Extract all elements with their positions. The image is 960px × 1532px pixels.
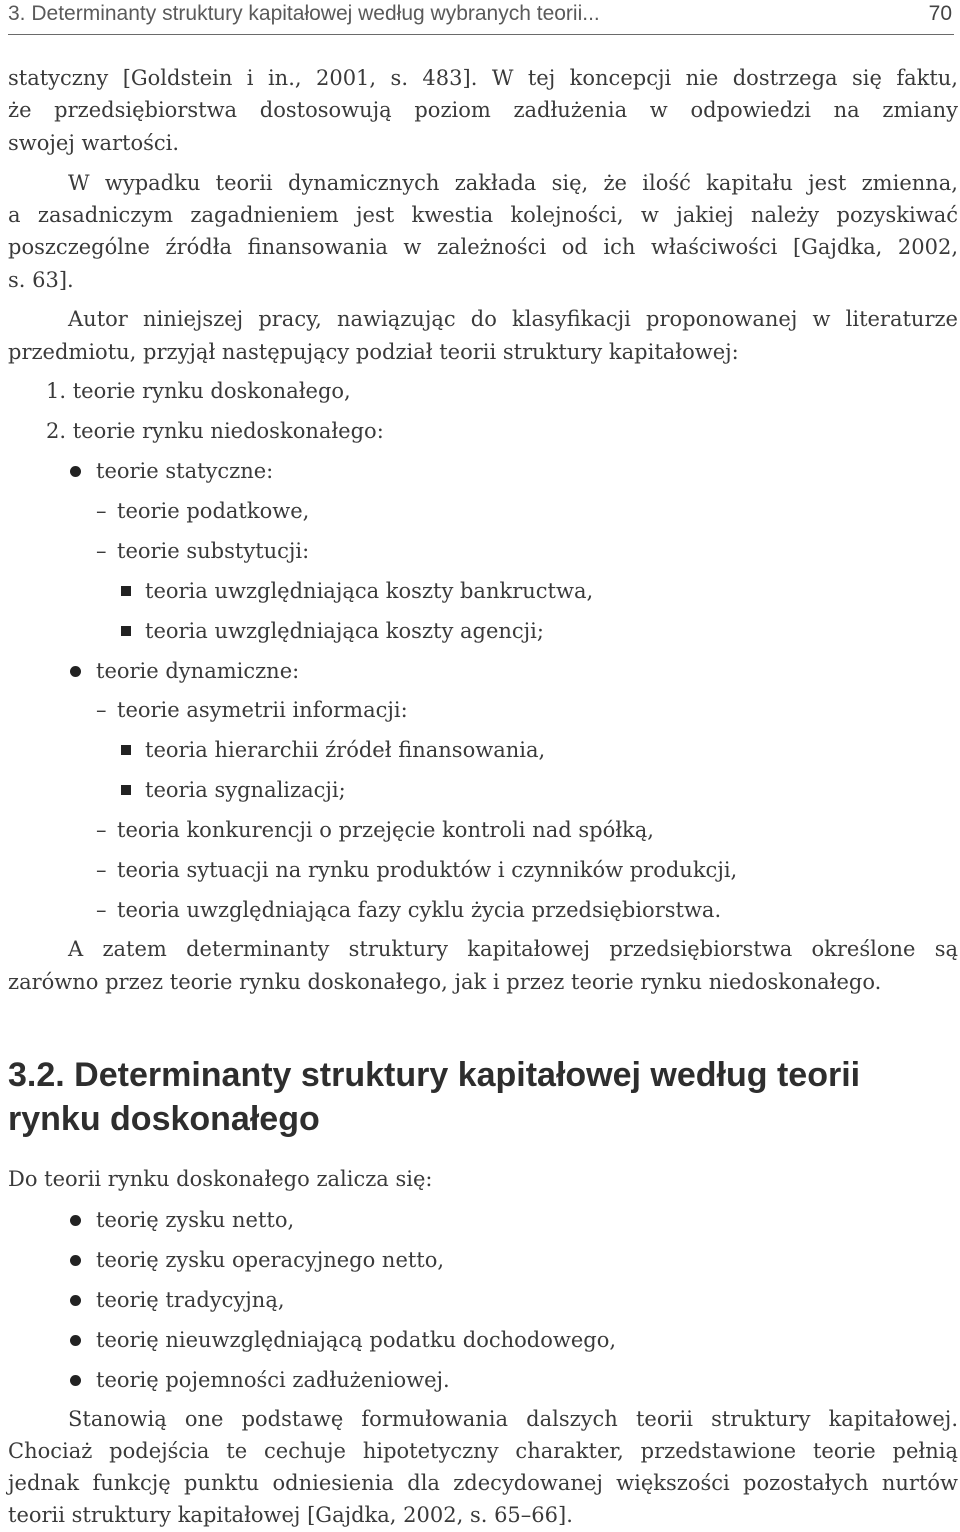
- paragraph-line: Autor niniejszej pracy, nawiązując do klasyfikacji proponowanej w literaturze: [68, 307, 958, 331]
- dash-marker: –: [96, 898, 107, 922]
- numbered-item: 2. teorie rynku niedoskonałego:: [46, 419, 384, 443]
- bullet-icon: [70, 466, 81, 477]
- list-item: teorię nieuwzględniającą podatku dochodowego,: [96, 1328, 617, 1352]
- list-item: teoria hierarchii źródeł finansowania,: [145, 738, 546, 762]
- page-number: 70: [928, 2, 952, 25]
- list-item: teorie podatkowe,: [117, 499, 310, 523]
- bullet-icon: [70, 666, 81, 677]
- dash-marker: –: [96, 499, 107, 523]
- list-item: teorie dynamiczne:: [96, 659, 300, 683]
- paragraph-line: statyczny [Goldstein i in., 2001, s. 483]. W tej koncepcji nie dostrzega się faktu,: [8, 66, 958, 90]
- dash-marker: –: [96, 858, 107, 882]
- bullet-icon: [70, 1335, 81, 1346]
- list-item: teorię tradycyjną,: [96, 1288, 285, 1312]
- dash-marker: –: [96, 539, 107, 563]
- paragraph-line: poszczególne źródła finansowania w zależności od ich właściwości [Gajdka, 2002,: [8, 235, 958, 259]
- square-bullet-icon: [121, 586, 131, 596]
- bullet-icon: [70, 1255, 81, 1266]
- bullet-icon: [70, 1215, 81, 1226]
- list-item: teoria uwzględniająca fazy cyklu życia przedsiębiorstwa.: [117, 898, 722, 922]
- dash-marker: –: [96, 818, 107, 842]
- section-heading: 3.2. Determinanty struktury kapitałowej według teorii: [8, 1056, 861, 1094]
- paragraph-line: Do teorii rynku doskonałego zalicza się:: [8, 1167, 433, 1191]
- list-item: teoria uwzględniająca koszty bankructwa,: [145, 579, 594, 603]
- list-item: teorie statyczne:: [96, 459, 274, 483]
- list-item: teoria sytuacji na rynku produktów i czynników produkcji,: [117, 858, 738, 882]
- paragraph-line: s. 63].: [8, 268, 74, 292]
- paragraph-line: przedmiotu, przyjął następujący podział teorii struktury kapitałowej:: [8, 340, 739, 364]
- paragraph-line: a zasadniczym zagadnieniem jest kwestia kolejności, w jakiej należy pozyskiwać: [8, 203, 958, 227]
- square-bullet-icon: [121, 626, 131, 636]
- list-item: teorie substytucji:: [117, 539, 310, 563]
- list-item: teoria uwzględniająca koszty agencji;: [145, 619, 544, 643]
- list-item: teorię pojemności zadłużeniowej.: [96, 1368, 450, 1392]
- paragraph-line: A zatem determinanty struktury kapitałowej przedsiębiorstwa określone są: [68, 937, 958, 961]
- list-item: teoria sygnalizacji;: [145, 778, 346, 802]
- paragraph-line: Stanowią one podstawę formułowania dalszych teorii struktury kapitałowej.: [68, 1407, 958, 1431]
- section-heading: rynku doskonałego: [8, 1100, 320, 1138]
- dash-marker: –: [96, 698, 107, 722]
- list-item: teoria konkurencji o przejęcie kontroli nad spółką,: [117, 818, 654, 842]
- numbered-item: 1. teorie rynku doskonałego,: [46, 379, 351, 403]
- paragraph-line: teorii struktury kapitałowej [Gajdka, 2002, s. 65–66].: [8, 1503, 573, 1527]
- square-bullet-icon: [121, 785, 131, 795]
- paragraph-line: W wypadku teorii dynamicznych zakłada się, że ilość kapitału jest zmienna,: [68, 171, 958, 195]
- bullet-icon: [70, 1295, 81, 1306]
- list-item: teorie asymetrii informacji:: [117, 698, 408, 722]
- running-header: [8, 0, 954, 35]
- paragraph-line: zarówno przez teorie rynku doskonałego, jak i przez teorie rynku niedoskonałego.: [8, 970, 882, 994]
- paragraph-line: swojej wartości.: [8, 131, 180, 155]
- paragraph-line: że przedsiębiorstwa dostosowują poziom zadłużenia w odpowiedzi na zmiany: [8, 98, 958, 122]
- paragraph-line: Chociaż podejścia te cechuje hipotetyczny charakter, przedstawione teorie pełnią: [8, 1439, 958, 1463]
- square-bullet-icon: [121, 745, 131, 755]
- list-item: teorię zysku operacyjnego netto,: [96, 1248, 445, 1272]
- bullet-icon: [70, 1375, 81, 1386]
- list-item: teorię zysku netto,: [96, 1208, 295, 1232]
- paragraph-line: jednak funkcję punktu odniesienia dla zdecydowanej większości pozostałych nurtów: [8, 1471, 958, 1495]
- header-title: 3. Determinanty struktury kapitałowej według wybranych teorii...: [8, 2, 600, 25]
